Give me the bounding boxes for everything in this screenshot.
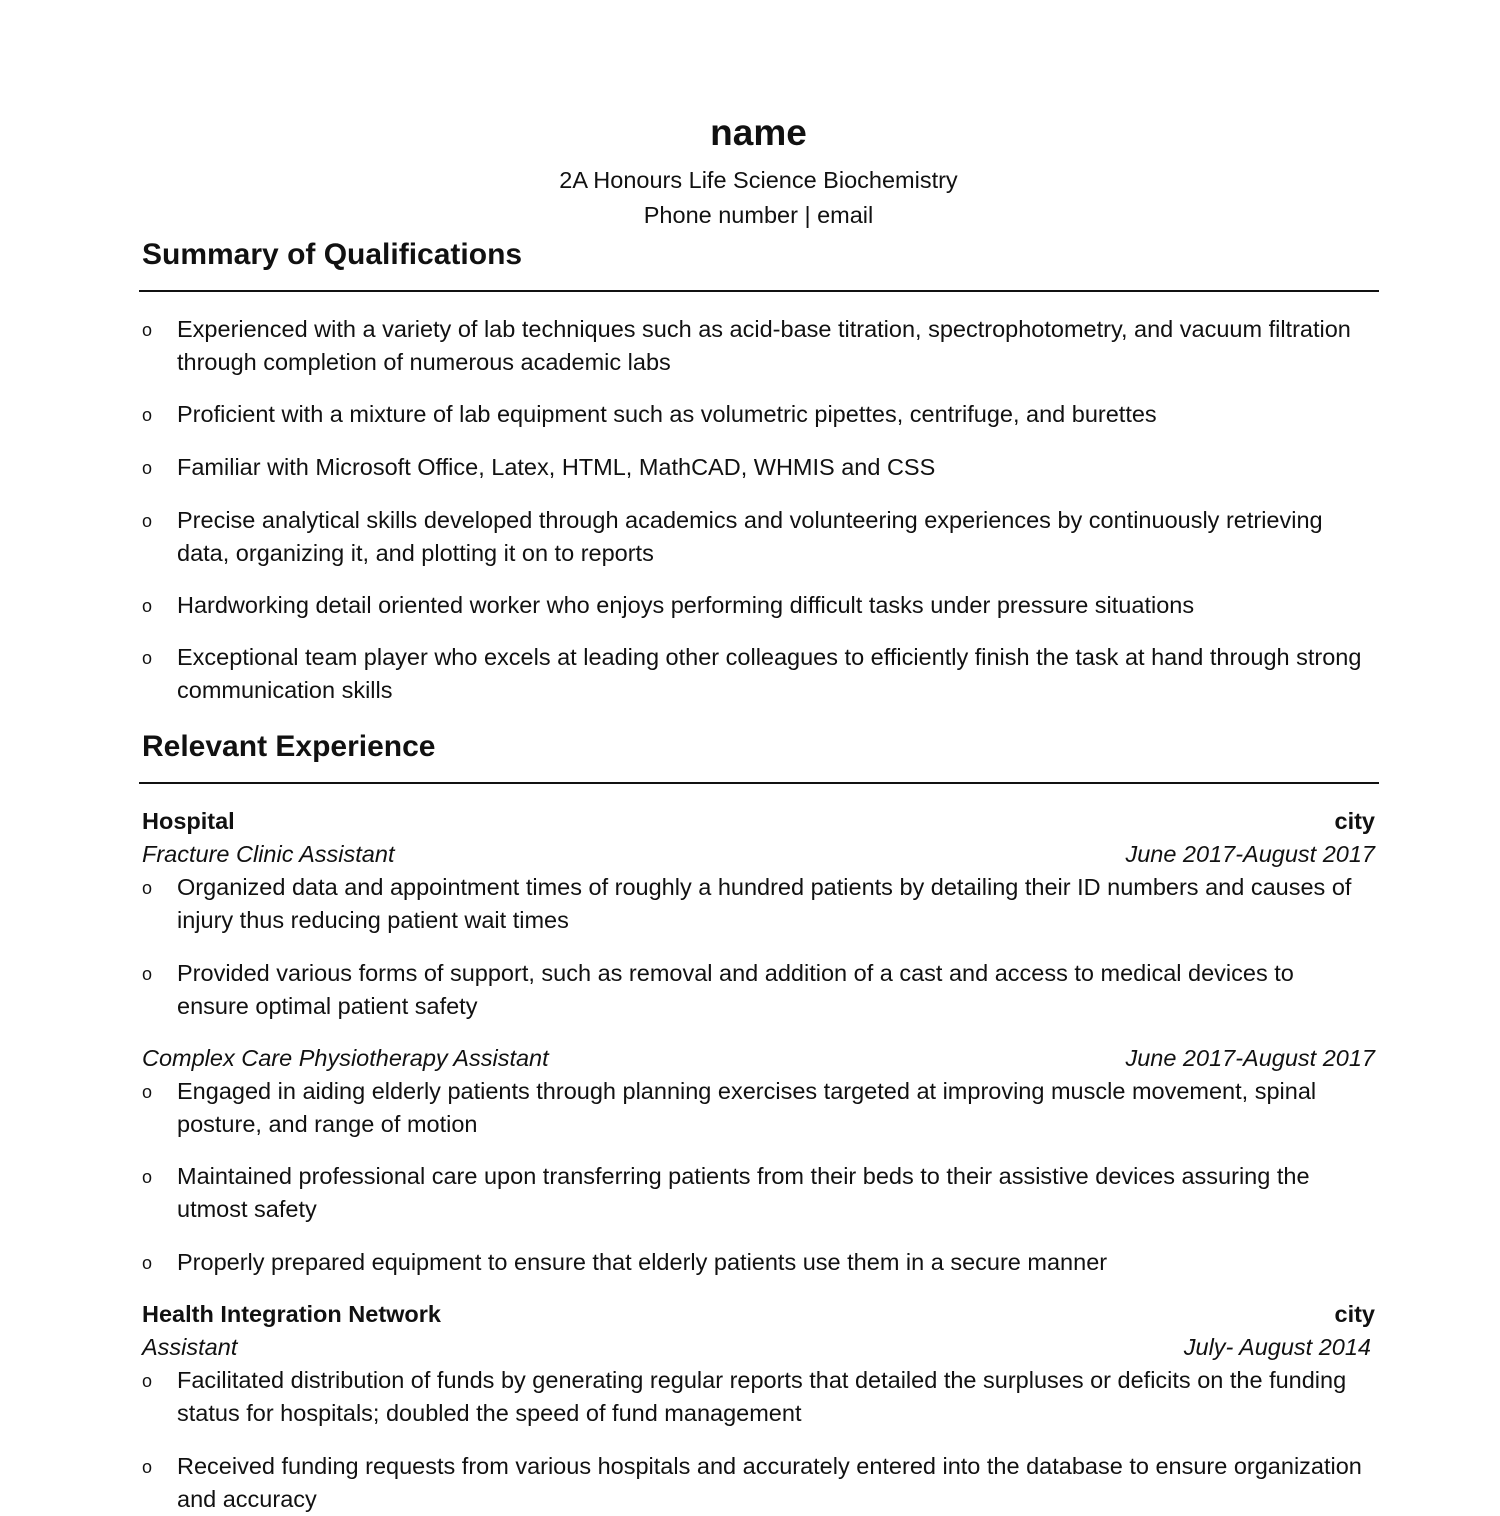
experience-item: o Properly prepared equipment to ensure that elderly patients use them in a secure manner	[142, 1246, 1372, 1279]
bullet-marker: o	[142, 1253, 153, 1273]
bullet-marker: o	[142, 511, 153, 531]
summary-item: o Hardworking detail oriented worker who enjoys performing difficult tasks under pressure situations	[142, 589, 1372, 622]
employer-name: Health Integration Network	[142, 1301, 442, 1327]
bullet-marker: o	[142, 405, 153, 425]
experience-item: o Maintained professional care upon transferring patients from their beds to their assistive devices assuring the utmost safety	[142, 1160, 1372, 1226]
job-location: city	[1334, 808, 1375, 834]
summary-item: o Proficient with a mixture of lab equipment such as volumetric pipettes, centrifuge, and burettes	[142, 398, 1372, 431]
bullet-marker: o	[142, 648, 153, 668]
bullet-marker: o	[142, 964, 153, 984]
experience-item: o Facilitated distribution of funds by generating regular reports that detailed the surpluses or deficits on the funding status for hospitals; doubled the speed of fund management	[142, 1364, 1372, 1430]
bullet-marker: o	[142, 320, 153, 340]
contact-line: Phone number | email	[643, 202, 874, 228]
experience-item: o Received funding requests from various hospitals and accurately entered into the database to ensure organization and accuracy	[142, 1450, 1372, 1516]
candidate-name: name	[710, 112, 807, 153]
summary-item: o Experienced with a variety of lab techniques such as acid-base titration, spectrophotometry, and vacuum filtration through completion of numerous academic labs	[142, 313, 1372, 379]
role-title: Fracture Clinic Assistant	[142, 841, 395, 867]
bullet-marker: o	[142, 1167, 153, 1187]
summary-divider	[139, 290, 1379, 292]
bullet-marker: o	[142, 1371, 153, 1391]
program-line: 2A Honours Life Science Biochemistry	[559, 167, 958, 193]
summary-item: o Exceptional team player who excels at leading other colleagues to efficiently finish the task at hand through strong communication skills	[142, 641, 1372, 707]
summary-heading: Summary of Qualifications	[142, 238, 523, 271]
bullet-marker: o	[142, 1457, 153, 1477]
experience-divider	[139, 782, 1379, 784]
bullet-marker: o	[142, 878, 153, 898]
bullet-marker: o	[142, 1082, 153, 1102]
experience-heading: Relevant Experience	[142, 730, 436, 763]
role-dates: June 2017-August 2017	[1125, 1045, 1375, 1071]
experience-item: o Provided various forms of support, such as removal and addition of a cast and access to medical devices to ensure optimal patient safety	[142, 957, 1372, 1023]
experience-item: o Engaged in aiding elderly patients through planning exercises targeted at improving muscle movement, spinal posture, and range of motion	[142, 1075, 1372, 1141]
role-title: Assistant	[142, 1334, 238, 1360]
experience-item: o Organized data and appointment times of roughly a hundred patients by detailing their ID numbers and causes of injury thus reducing patient wait times	[142, 871, 1372, 937]
employer-name: Hospital	[142, 808, 235, 834]
role-dates: July- August 2014	[1183, 1334, 1371, 1360]
role-title: Complex Care Physiotherapy Assistant	[142, 1045, 549, 1071]
job-location: city	[1334, 1301, 1375, 1327]
summary-item: o Precise analytical skills developed through academics and volunteering experiences by continuously retrieving data, organizing it, and plotting it on to reports	[142, 504, 1372, 570]
bullet-marker: o	[142, 596, 153, 616]
bullet-marker: o	[142, 458, 153, 478]
summary-item: o Familiar with Microsoft Office, Latex, HTML, MathCAD, WHMIS and CSS	[142, 451, 1372, 484]
role-dates: June 2017-August 2017	[1125, 841, 1375, 867]
